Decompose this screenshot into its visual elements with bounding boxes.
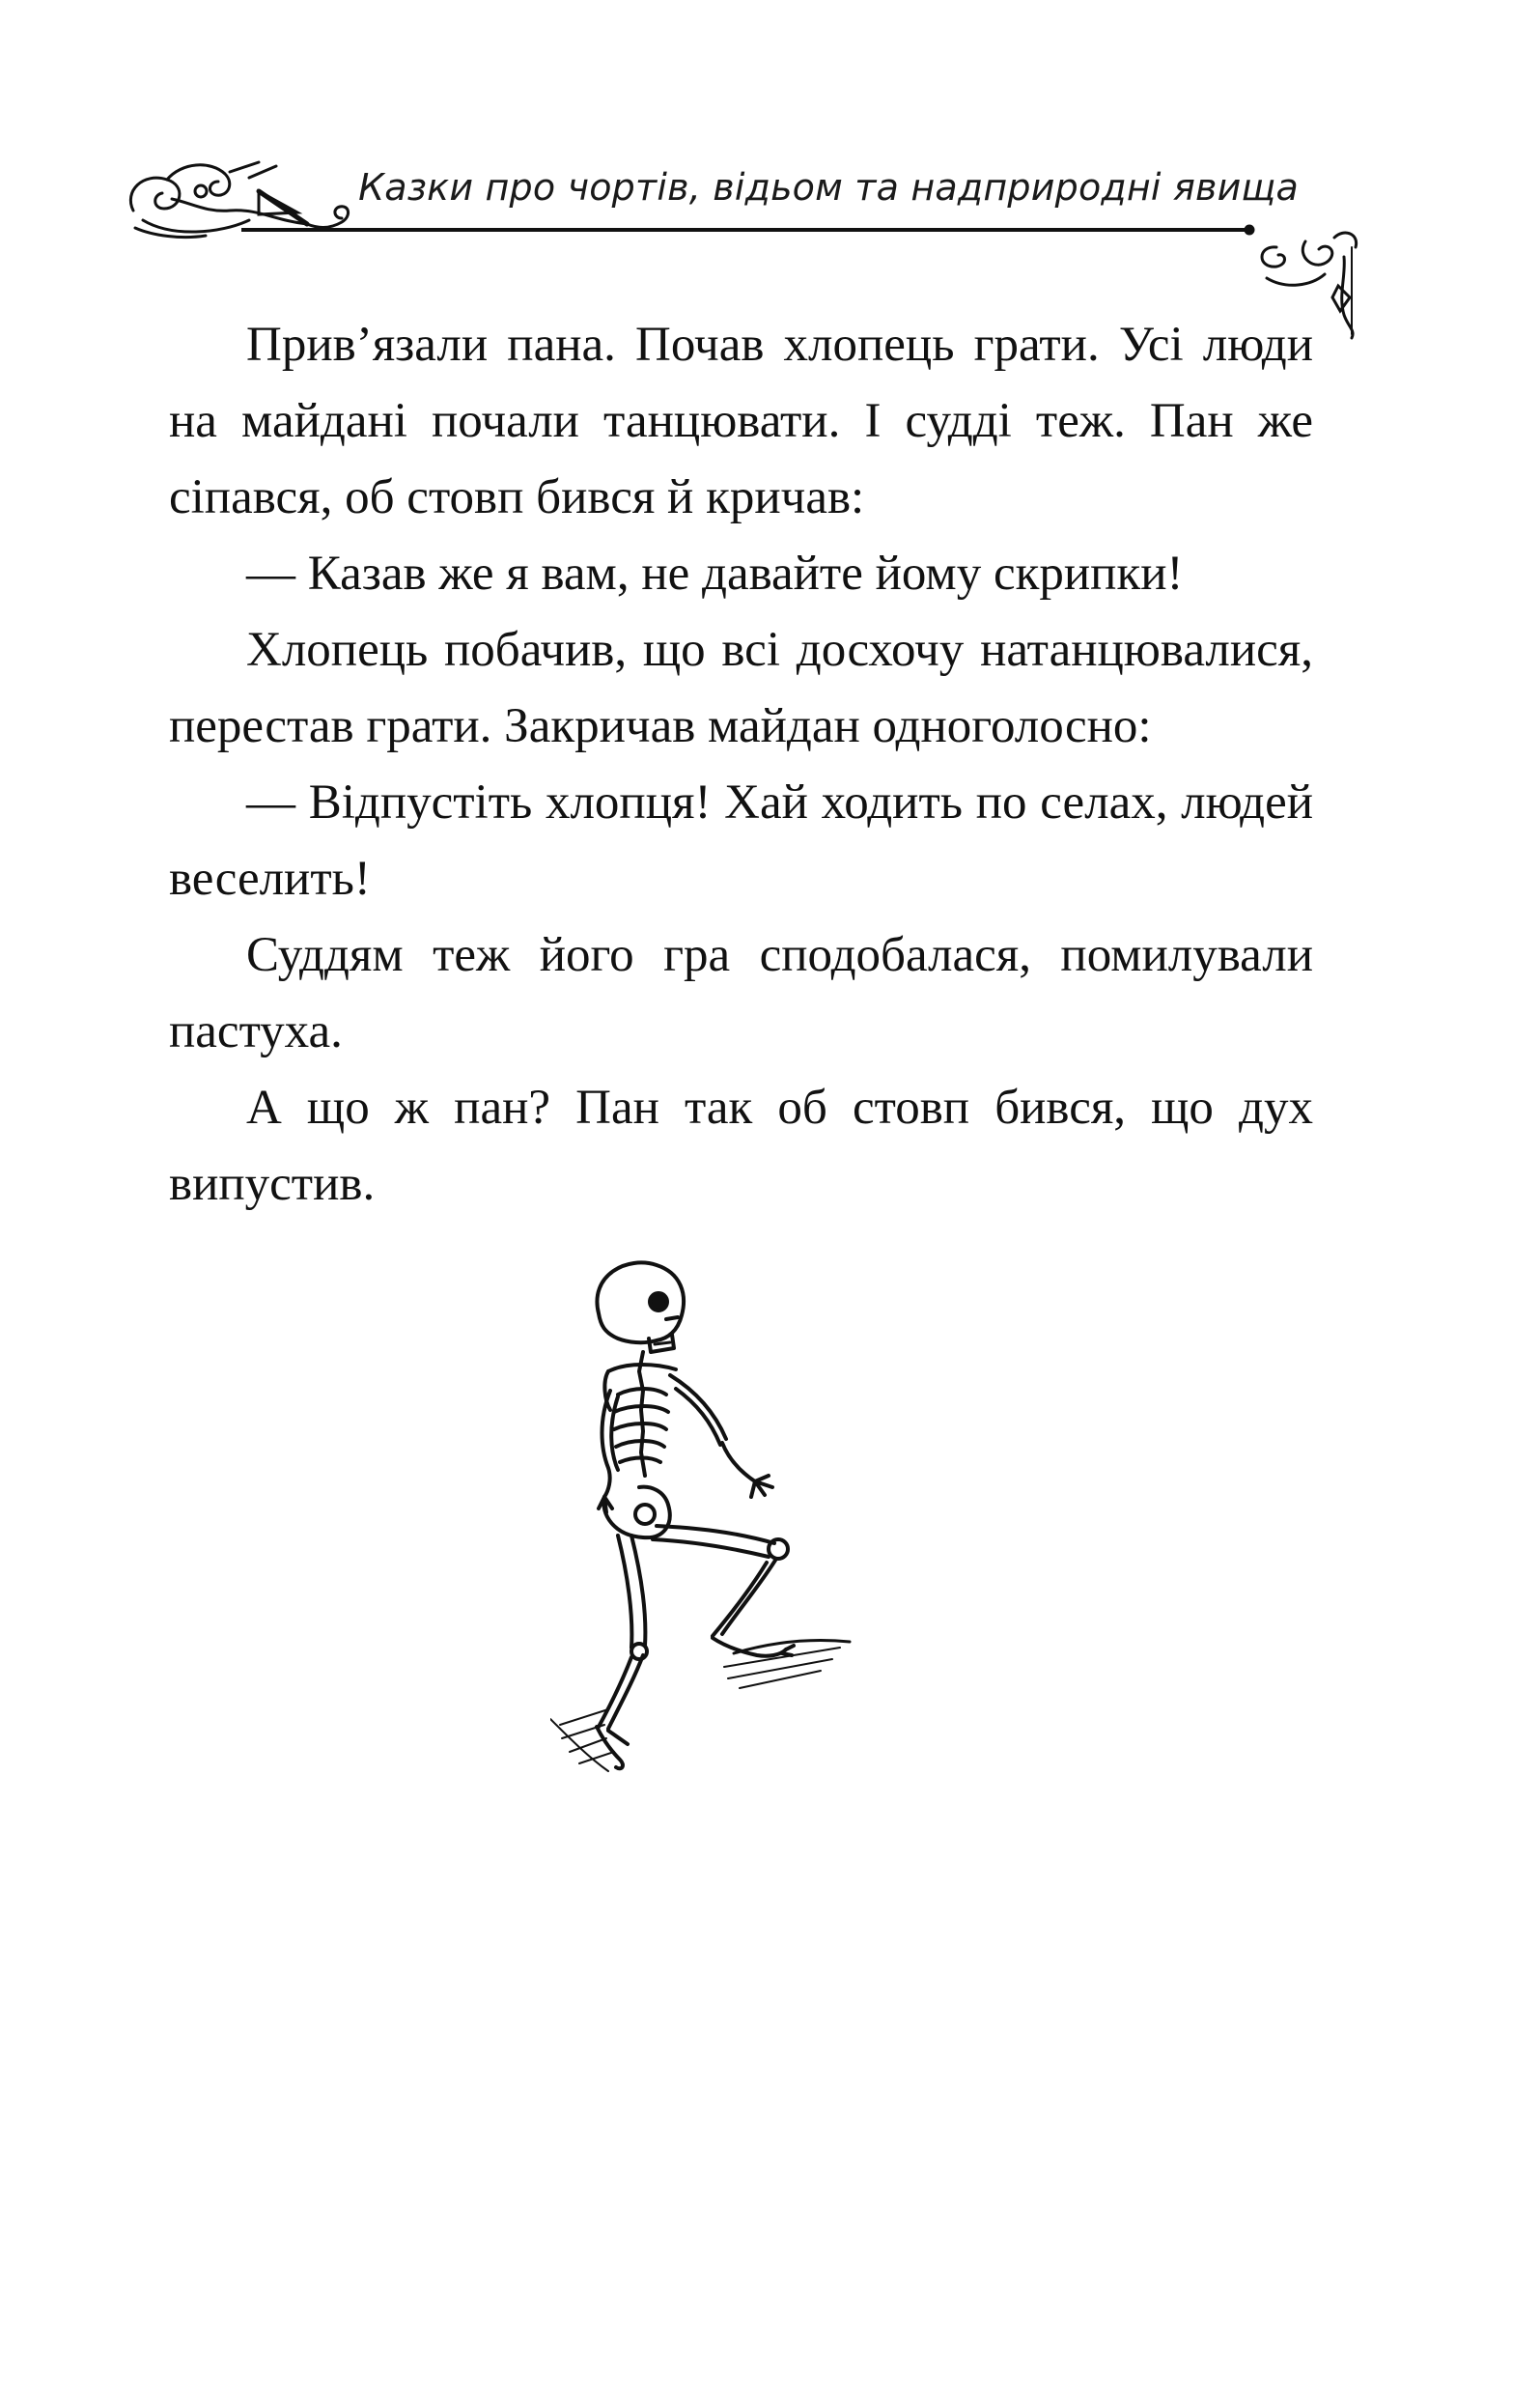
- paragraph: А що ж пан? Пан так об стовп бився, що дух випустив.: [169, 1081, 1313, 1211]
- paragraph: Прив’язали пана. Почав хлопець грати. Усі люди на майдані почали танцювати. І судді теж. Пан же сіпався, об стовп бився й кричав:: [169, 318, 1313, 524]
- paragraph: Суддям теж його гра сподобалася, помилували пастуха.: [169, 928, 1313, 1058]
- paragraph: Хлопець побачив, що всі досхочу натанцювалися, перестав грати. Закричав майдан одноголосно:: [169, 623, 1313, 753]
- paragraph: — Відпустіть хлопця! Хай ходить по селах, людей веселить!: [169, 775, 1313, 906]
- running-title: Казки про чортів, відьом та надприродні явища: [358, 166, 1299, 209]
- header-rule: [241, 228, 1246, 232]
- dancing-skeleton-illustration: [550, 1255, 917, 1796]
- running-header: [0, 0, 1540, 348]
- story-text: [169, 307, 1313, 1223]
- paragraph: — Казав же я вам, не давайте йому скрипки!: [246, 547, 1184, 601]
